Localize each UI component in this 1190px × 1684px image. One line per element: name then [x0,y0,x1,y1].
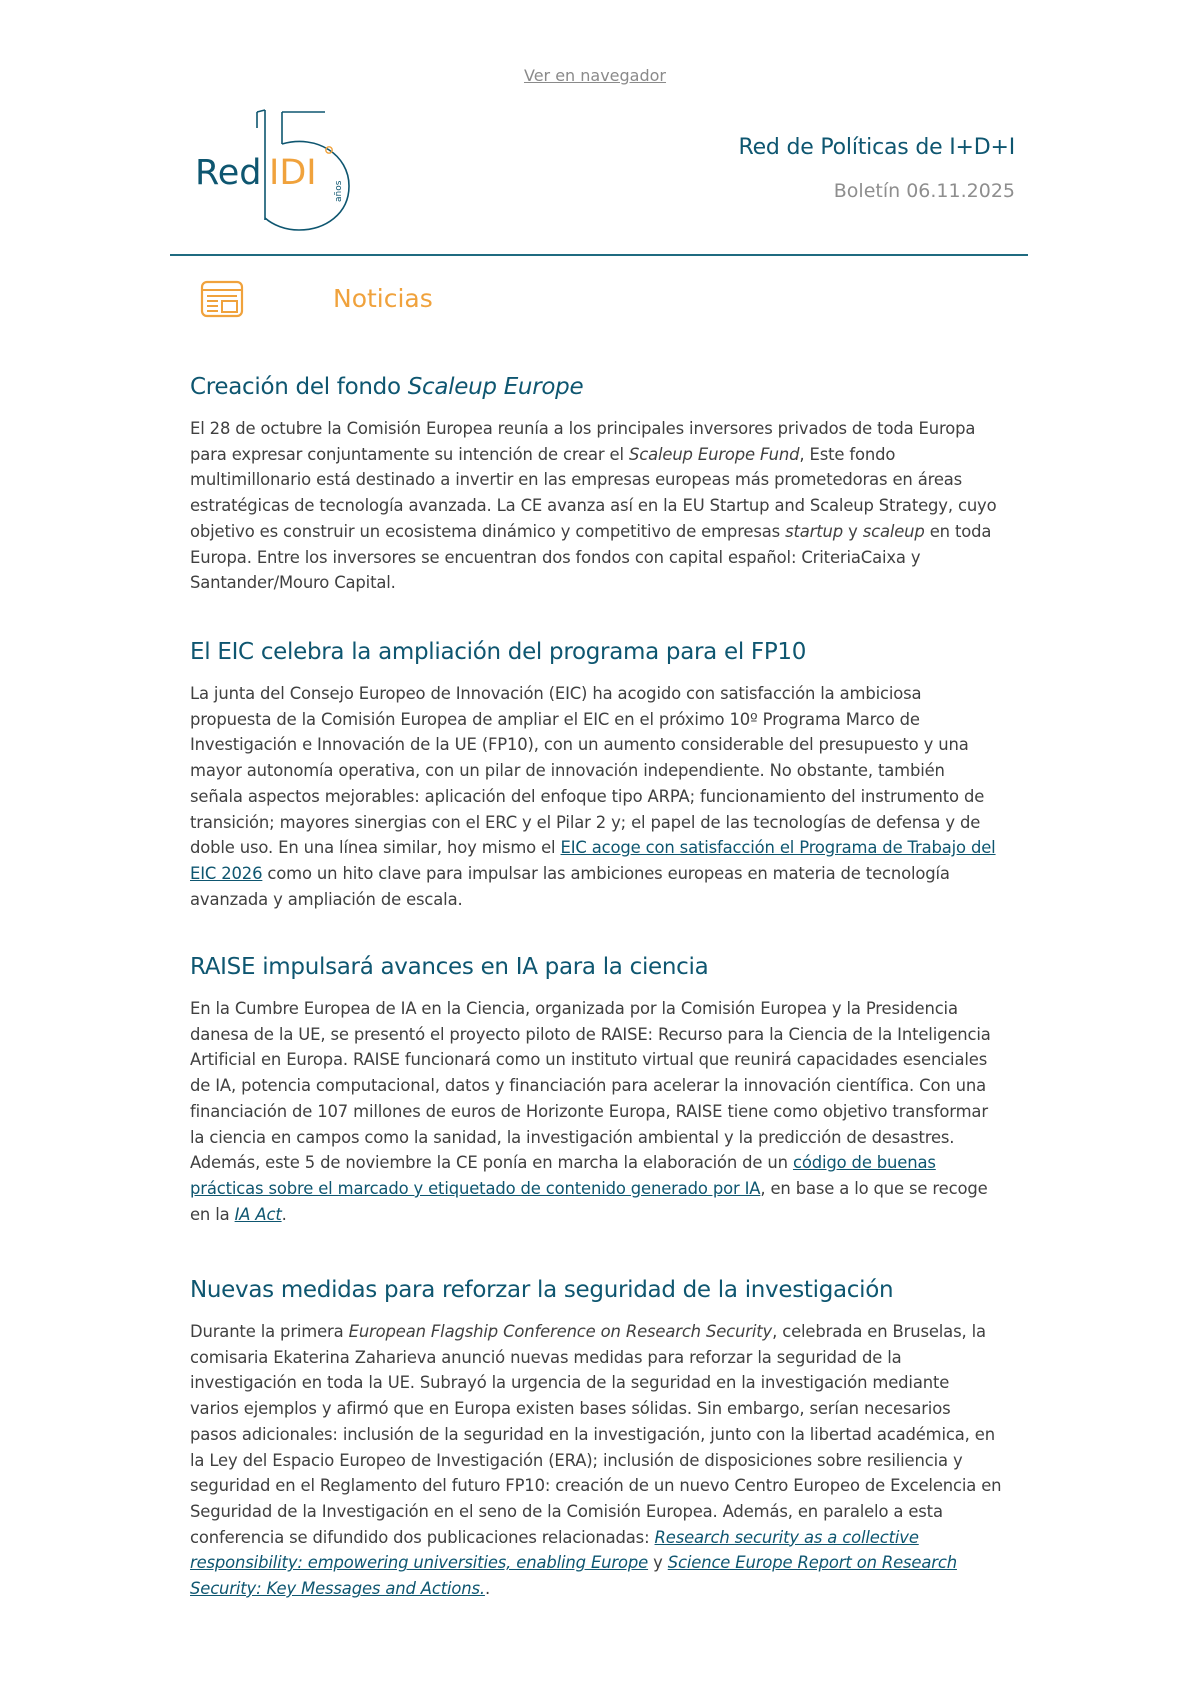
article-body: La junta del Consejo Europeo de Innovación (EIC) ha acogido con satisfacción la ambiciosa propuesta de la Comisión Europea de ampliar el EIC en el próximo 10º Programa Marco de Investigación e Innovación de la UE (FP10), con un aumento considerable del presupuesto y una mayor autonomía operativa, con un pilar de innovación independiente. No obstante, también señala aspectos mejorables: aplicación del enfoque tipo ARPA; funcionamiento del instrumento de transición; mayores sinergias con el ERC y el Pilar 2 y; el papel de las tecnologías de defensa y de doble uso. En una línea similar, hoy mismo el EIC acoge con satisfacción el Programa de Trabajo del EIC 2026 como un hito clave para impulsar las ambiciones europeas en materia de tecnología avanzada y ampliación de escala. [190,684,996,909]
newspaper-icon [198,280,246,320]
svg-text:IDI: IDI [269,153,317,193]
science-europe-report-link[interactable]: Science Europe Report on Research Security: Key Messages and Actions. [190,1553,957,1599]
article-raise-ai [190,952,1002,1227]
article-title: Creación del fondo Scaleup Europe [190,374,584,400]
redidi-15-logo [195,110,367,232]
article-eic-fp10 [190,637,1002,912]
eic-work-programme-link[interactable]: EIC acoge con satisfacción el Programa de Trabajo del EIC 2026 [190,838,996,883]
ai-code-of-practice-link[interactable]: código de buenas prácticas sobre el marcado y etiquetado de contenido generado por IA [190,1153,936,1198]
article-research-security [190,1275,1002,1602]
article-title: Nuevas medidas para reforzar la seguridad de la investigación [190,1277,894,1303]
newsletter-title: Red de Políticas de I+D+I [738,135,1015,160]
ia-act-link[interactable]: IA Act [234,1204,282,1224]
article-title: RAISE impulsará avances en IA para la ciencia [190,954,709,980]
header-divider [170,254,1028,256]
newsletter-date: Boletín 06.11.2025 [833,180,1015,202]
view-in-browser-link[interactable]: Ver en navegador [523,66,667,85]
svg-text:años: años [334,180,344,202]
article-title: El EIC celebra la ampliación del programa para el FP10 [190,639,807,665]
research-security-publication-link[interactable]: Research security as a collective responsibility: empowering universities, enabling Europe [190,1527,919,1573]
section-title: Noticias [333,284,433,313]
article-scaleup-europe [190,372,1002,596]
article-body: El 28 de octubre la Comisión Europea reunía a los principales inversores privados de toda Europa para expresar conjuntamente su intención de crear el Scaleup Europe Fund, Este fondo multimillonario está destinado a invertir en las empresas europeas más prometedoras en áreas estratégicas de tecnología avanzada. La CE avanza así en la EU Startup and Scaleup Strategy, cuyo objetivo es construir un ecosistema dinámico y competitivo de empresas startup y scaleup en toda Europa. Entre los inversores se encuentran dos fondos con capital español: CriteriaCaixa y Santander/Mouro Capital. [190,419,997,593]
article-body: Durante la primera European Flagship Conference on Research Security, celebrada en Bruselas, la comisaria Ekaterina Zaharieva anunció nuevas medidas para reforzar la seguridad de la investigación en toda la UE. Subrayó la urgencia de la seguridad en la investigación mediante varios ejemplos y afirmó que en Europa existen bases sólidas. Sin embargo, serían necesarios pasos adicionales: inclusión de la seguridad en la investigación, junto con la libertad académica, en la Ley del Espacio Europeo de Investigación (ERA); inclusión de disposiciones sobre resiliencia y seguridad en el Reglamento del futuro FP10: creación de un nuevo Centro Europeo de Excelencia en Seguridad de la Investigación en el seno de la Comisión Europea. Además, en paralelo a esta conferencia se difundido dos publicaciones relacionadas: Research security as a collective responsibility: empowering universities, enabling Europe y Science Europe Report on Research Security: Key Messages and Actions.. [190,1322,1002,1599]
svg-text:Red: Red [195,153,262,193]
article-body: En la Cumbre Europea de IA en la Ciencia, organizada por la Comisión Europea y la Presidencia danesa de la UE, se presentó el proyecto piloto de RAISE: Recurso para la Ciencia de la Inteligencia Artificial en Europa. RAISE funcionará como un instituto virtual que reunirá capacidades esenciales de IA, potencia computacional, datos y financiación para acelerar la innovación científica. Con una financiación de 107 millones de euros de Horizonte Europa, RAISE tiene como objetivo transformar la ciencia en campos como la sanidad, la investigación ambiental y la predicción de desastres. Además, este 5 de noviembre la CE ponía en marcha la elaboración de un código de buenas prácticas sobre el marcado y etiquetado de contenido generado por IA, en base a lo que se recoge en la IA Act. [190,999,991,1224]
